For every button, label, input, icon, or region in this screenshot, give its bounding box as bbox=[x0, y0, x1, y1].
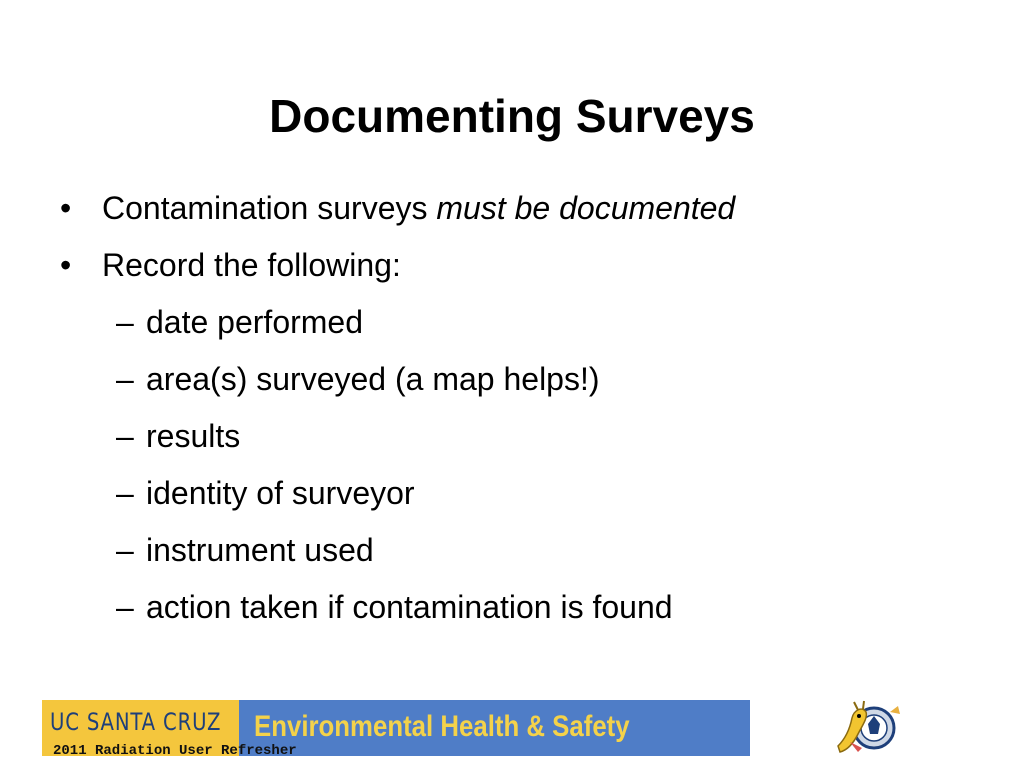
footer-text: 2011 Radiation User Refresher bbox=[53, 743, 297, 759]
dash-icon: – bbox=[116, 475, 134, 511]
sub-item bbox=[60, 587, 960, 644]
bullet-list bbox=[60, 188, 960, 644]
sub-item-text: date performed bbox=[146, 304, 364, 340]
sub-item bbox=[60, 416, 960, 473]
ucsc-wordmark: UC SANTA CRUZ bbox=[50, 708, 222, 736]
dash-icon: – bbox=[116, 418, 134, 454]
bullet-text: Record the following: bbox=[102, 247, 401, 283]
sub-item-text: action taken if contamination is found bbox=[146, 589, 673, 625]
bullet-item bbox=[60, 188, 960, 245]
bullet-emphasis: must be documented bbox=[436, 190, 736, 226]
slide-title: Documenting Surveys bbox=[269, 90, 755, 142]
sub-item-text: area(s) surveyed (a map helps!) bbox=[146, 361, 600, 397]
sub-item bbox=[60, 473, 960, 530]
sub-item-text: results bbox=[146, 418, 241, 454]
dash-icon: – bbox=[116, 304, 134, 340]
bullet-text: Contamination surveys bbox=[102, 190, 437, 226]
bullet-item bbox=[60, 245, 960, 302]
dash-icon: – bbox=[116, 532, 134, 568]
sub-item-text: identity of surveyor bbox=[146, 475, 415, 511]
sub-item bbox=[60, 302, 960, 359]
ehs-wordmark: Environmental Health & Safety bbox=[254, 710, 630, 743]
sub-item bbox=[60, 530, 960, 587]
dash-icon: – bbox=[116, 589, 134, 625]
banana-slug-mascot-icon bbox=[832, 698, 902, 758]
dash-icon: – bbox=[116, 361, 134, 397]
bullet-dot-icon: • bbox=[60, 190, 72, 226]
sub-item bbox=[60, 359, 960, 416]
bullet-dot-icon: • bbox=[60, 247, 72, 283]
sub-item-text: instrument used bbox=[146, 532, 374, 568]
